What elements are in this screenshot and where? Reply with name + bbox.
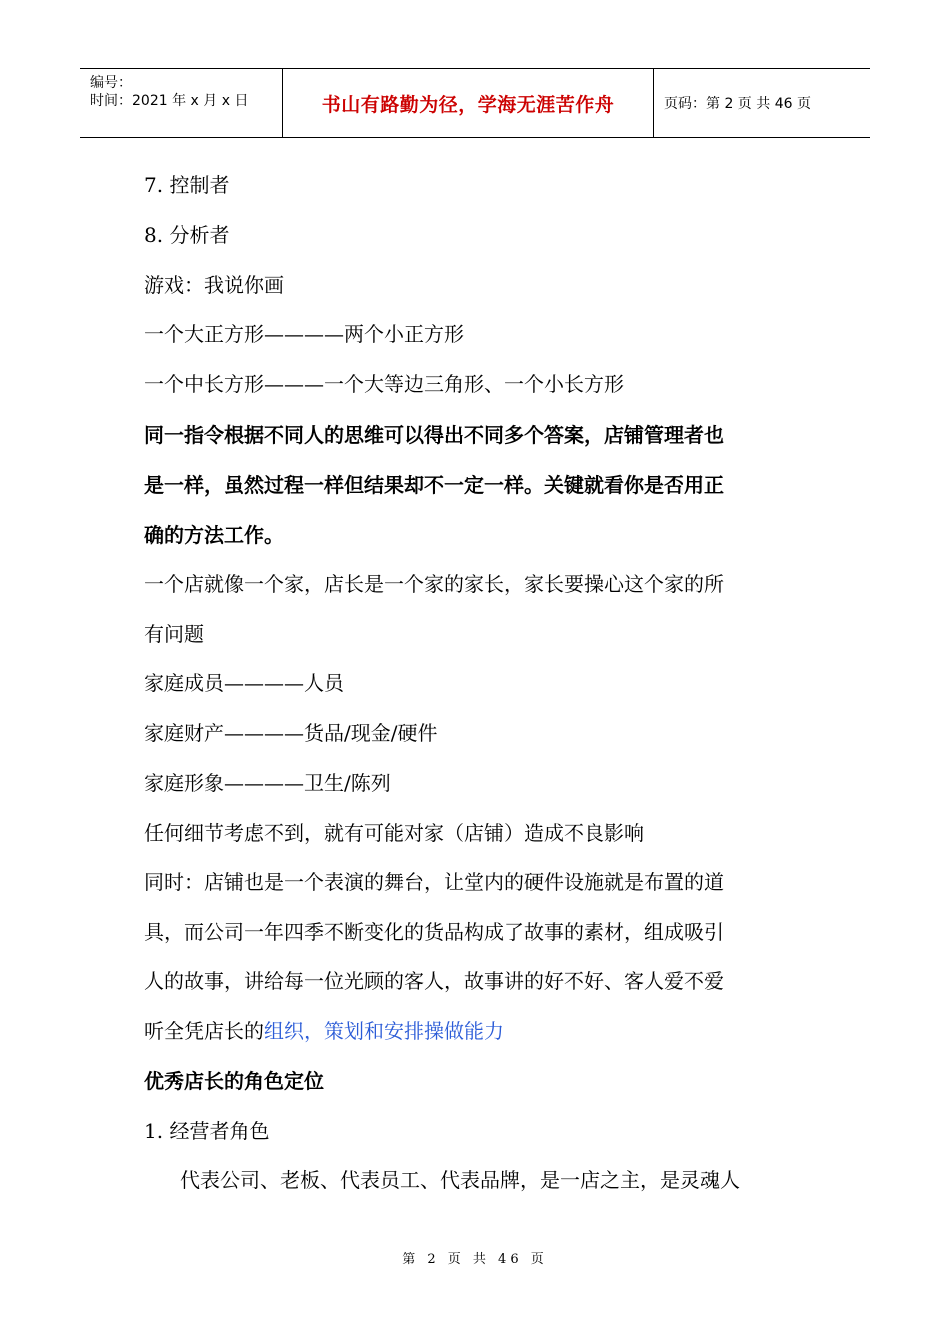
stage-paragraph-line-2: 具，而公司一年四季不断变化的货品构成了故事的素材，组成吸引 (144, 920, 724, 944)
home-paragraph-line-2: 有问题 (144, 622, 204, 646)
bold-paragraph-line-3: 确的方法工作。 (144, 523, 284, 547)
header-meta (80, 69, 283, 137)
stage-line-4-plain: 听全凭店长的 (144, 1019, 264, 1043)
family-members: 家庭成员————人员 (144, 671, 344, 695)
family-assets: 家庭财产————货品/现金/硬件 (144, 721, 438, 745)
page-footer: 第 2 页 共 46 页 (402, 1252, 548, 1267)
game-title: 游戏：我说你画 (144, 273, 284, 297)
role-description: 代表公司、老板、代表员工、代表品牌，是一店之主，是灵魂人 (180, 1168, 740, 1192)
header-motto: 书山有路勤为径，学海无涯苦作舟 (321, 93, 615, 116)
header-motto-cell (283, 69, 654, 137)
bold-paragraph-line-1: 同一指令根据不同人的思维可以得出不同多个答案，店铺管理者也 (144, 423, 724, 447)
list-item-7: 7. 控制者 (144, 173, 230, 197)
detail-line: 任何细节考虑不到，就有可能对家（店铺）造成不良影响 (144, 821, 644, 845)
list-item-8: 8. 分析者 (144, 223, 230, 247)
role-heading: 优秀店长的角色定位 (144, 1069, 324, 1093)
header-number-label: 编号： (90, 75, 132, 91)
stage-paragraph-line-1: 同时：店铺也是一个表演的舞台，让堂内的硬件设施就是布置的道 (144, 870, 724, 894)
role-item-1: 1. 经营者角色 (144, 1119, 270, 1143)
line-square: 一个大正方形————两个小正方形 (144, 322, 464, 346)
header-time-label: 时间：2021 年 x 月 x 日 (90, 93, 249, 109)
home-paragraph-line-1: 一个店就像一个家，店长是一个家的家长，家长要操心这个家的所 (144, 572, 724, 596)
stage-paragraph-line-4 (144, 1018, 504, 1044)
header-page-info: 页码：第 2 页 共 46 页 (664, 96, 811, 112)
bold-paragraph-line-2: 是一样，虽然过程一样但结果却不一定一样。关键就看你是否用正 (144, 473, 724, 497)
page-header (80, 68, 870, 138)
family-image: 家庭形象————卫生/陈列 (144, 771, 391, 795)
line-rect: 一个中长方形———一个大等边三角形、一个小长方形 (144, 372, 624, 396)
stage-paragraph-line-3: 人的故事，讲给每一位光顾的客人，故事讲的好不好、客人爱不爱 (144, 969, 724, 993)
stage-line-4-highlight: 组织，策划和安排操做能力 (264, 1019, 504, 1043)
